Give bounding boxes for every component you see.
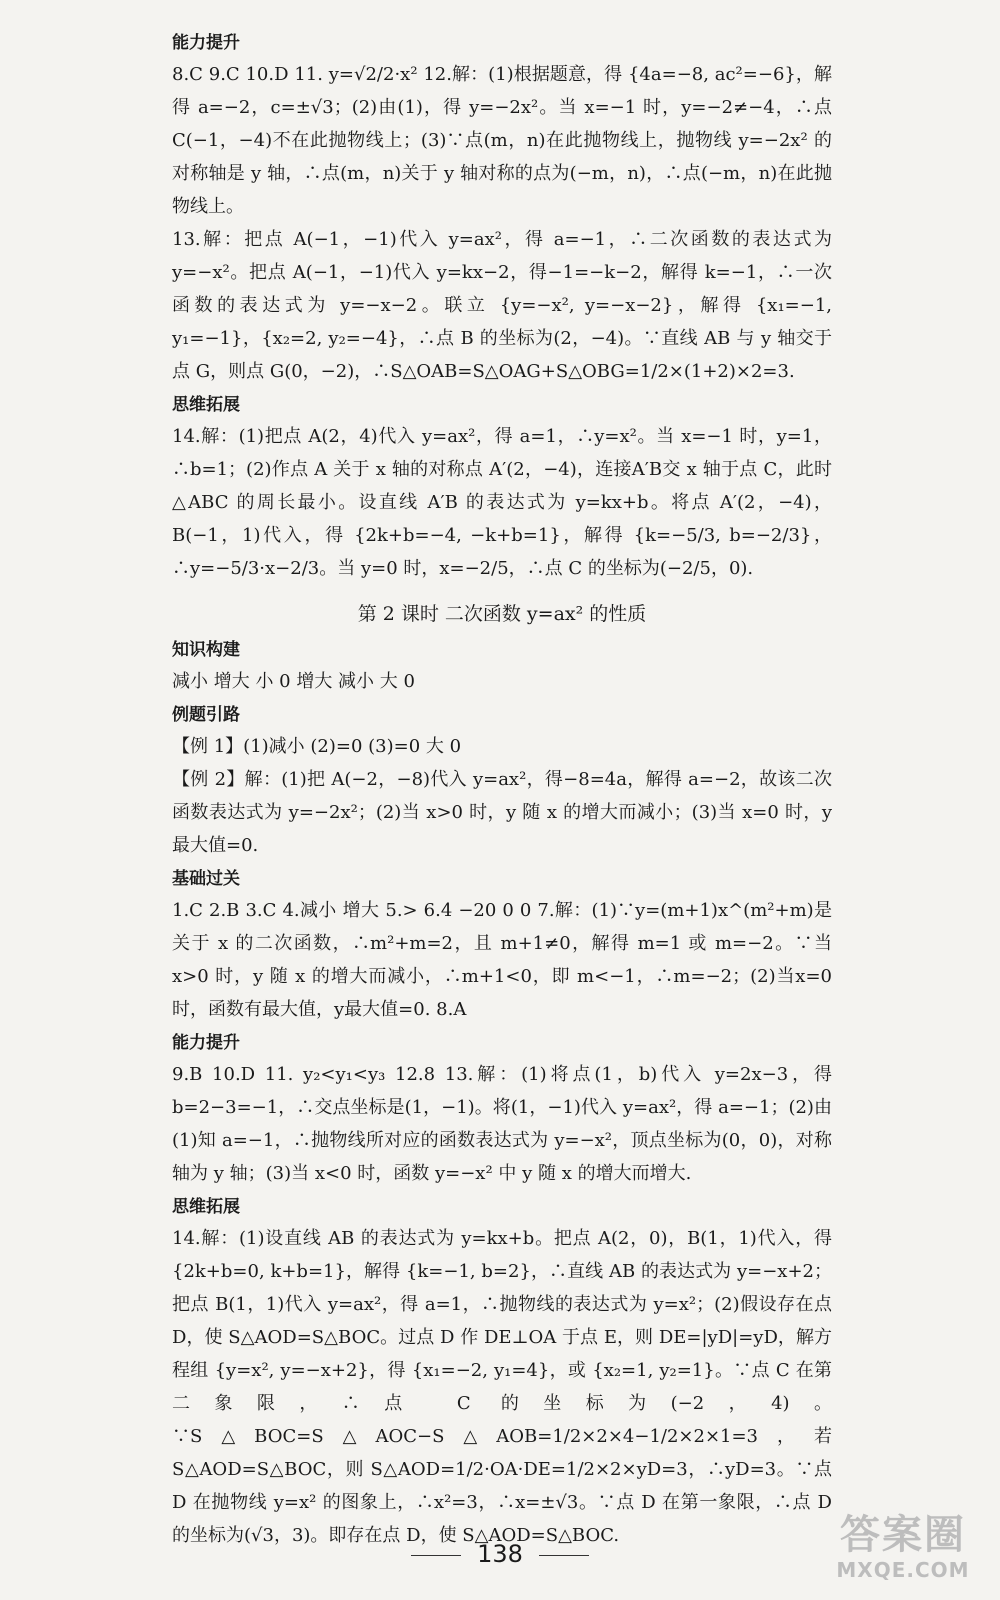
section-heading: 能力提升	[172, 33, 240, 53]
page-number-dash-left	[411, 1555, 461, 1556]
answer-paragraph: 【例 1】(1)减小 (2)=0 (3)=0 大 0	[172, 736, 462, 757]
answer-paragraph: 8.C 9.C 10.D 11. y=√2/2·x² 12.解：(1)根据题意，得 {4a=−8, ac²=−6}，解得 a=−2，c=±√3；(2)由(1)，得 y=−2x²。当 x=−1 时，y=−2≠−4，∴点 C(−1，−4)不在此抛物线上；(3)∵点(m，n)在此抛物线上，抛物线 y=−2x² 的对称轴是 y 轴，∴点(m，n)关于 y 轴对称的点为(−m，n)，∴点(−m，n)在此抛物线上。	[172, 64, 832, 217]
answer-paragraph: 【例 2】解：(1)把 A(−2，−8)代入 y=ax²，得−8=4a，解得 a=−2，故该二次函数表达式为 y=−2x²；(2)当 x>0 时，y 随 x 的增大而减小；(3)当 x=0 时，y最大值=0.	[172, 769, 832, 856]
watermark-logo-text: 答案圈	[840, 1512, 966, 1558]
answer-paragraph: 减小 增大 小 0 增大 减小 大 0	[172, 671, 415, 692]
watermark-site-text: MXQE.COM	[836, 1558, 970, 1582]
answer-paragraph: 14.解：(1)设直线 AB 的表达式为 y=kx+b。把点 A(2，0)，B(1，1)代入，得 {2k+b=0, k+b=1}，解得 {k=−1, b=2}，∴直线 AB 的表达式为 y=−x+2；把点 B(1，1)代入 y=ax²，得 a=1，∴抛物线的表达式为 y=x²；(2)假设存在点 D，使 S△AOD=S△BOC。过点 D 作 DE⊥OA 于点 E，则 DE=|yD|=yD，解方程组 {y=x², y=−x+2}，得 {x₁=−2, y₁=4}，或 {x₂=1, y₂=1}。∵点 C 在第二象限，∴点 C 的坐标为(−2，4)。∵S△BOC=S△AOC−S△AOB=1/2×2×4−1/2×2×1=3，若 S△AOD=S△BOC，则 S△AOD=1/2·OA·DE=1/2×2×yD=3，∴yD=3。∵点 D 在抛物线 y=x² 的图象上，∴x²=3，∴x=±√3。∵点 D 在第一象限，∴点 D 的坐标为(√3，3)。即存在点 D，使 S△AOD=S△BOC.	[172, 1228, 832, 1546]
section-heading: 能力提升	[172, 1033, 240, 1053]
section-heading: 例题引路	[172, 705, 240, 725]
section-heading: 思维拓展	[172, 395, 240, 415]
page-number-text: 138	[477, 1540, 523, 1568]
watermark-logo	[818, 1512, 988, 1592]
answer-paragraph: 1.C 2.B 3.C 4.减小 增大 5.> 6.4 −20 0 0 7.解：(1)∵y=(m+1)x^(m²+m)是关于 x 的二次函数，∴m²+m=2，且 m+1≠0，解得 m=1 或 m=−2。∵当 x>0 时，y 随 x 的增大而减小，∴m+1<0，即 m<−1，∴m=−2；(2)当x=0 时，函数有最大值，y最大值=0. 8.A	[172, 900, 832, 1020]
lesson-title: 第 2 课时 二次函数 y=ax² 的性质	[357, 603, 647, 625]
answer-paragraph: 13.解：把点 A(−1，−1)代入 y=ax²，得 a=−1，∴二次函数的表达式为 y=−x²。把点 A(−1，−1)代入 y=kx−2，得−1=−k−2，解得 k=−1，∴一次函数的表达式为 y=−x−2。联立 {y=−x², y=−x−2}，解得 {x₁=−1, y₁=−1}，{x₂=2, y₂=−4}，∴点 B 的坐标为(2，−4)。∵直线 AB 与 y 轴交于点 G，则点 G(0，−2)，∴S△OAB=S△OAG+S△OBG=1/2×(1+2)×2=3.	[172, 229, 832, 382]
answer-paragraph: 9.B 10.D 11. y₂<y₁<y₃ 12.8 13.解：(1)将点(1，b)代入 y=2x−3，得 b=2−3=−1，∴交点坐标是(1，−1)。将(1，−1)代入 y=ax²，得 a=−1；(2)由(1)知 a=−1，∴抛物线所对应的函数表达式为 y=−x²，顶点坐标为(0，0)，对称轴为 y 轴；(3)当 x<0 时，函数 y=−x² 中 y 随 x 的增大而增大.	[172, 1064, 832, 1184]
content-body	[172, 28, 832, 1552]
answer-paragraph: 14.解：(1)把点 A(2，4)代入 y=ax²，得 a=1，∴y=x²。当 x=−1 时，y=1，∴b=1；(2)作点 A 关于 x 轴的对称点 A′(2，−4)，连接A′B交 x 轴于点 C，此时△ABC 的周长最小。设直线 A′B 的表达式为 y=kx+b。将点 A′(2，−4)，B(−1，1)代入，得 {2k+b=−4, −k+b=1}，解得 {k=−5/3, b=−2/3}，∴y=−5/3·x−2/3。当 y=0 时，x=−2/5，∴点 C 的坐标为(−2/5，0).	[172, 426, 832, 579]
section-heading: 思维拓展	[172, 1197, 240, 1217]
section-heading: 知识构建	[172, 640, 240, 660]
section-heading: 基础过关	[172, 869, 240, 889]
page-number-dash-right	[539, 1555, 589, 1556]
